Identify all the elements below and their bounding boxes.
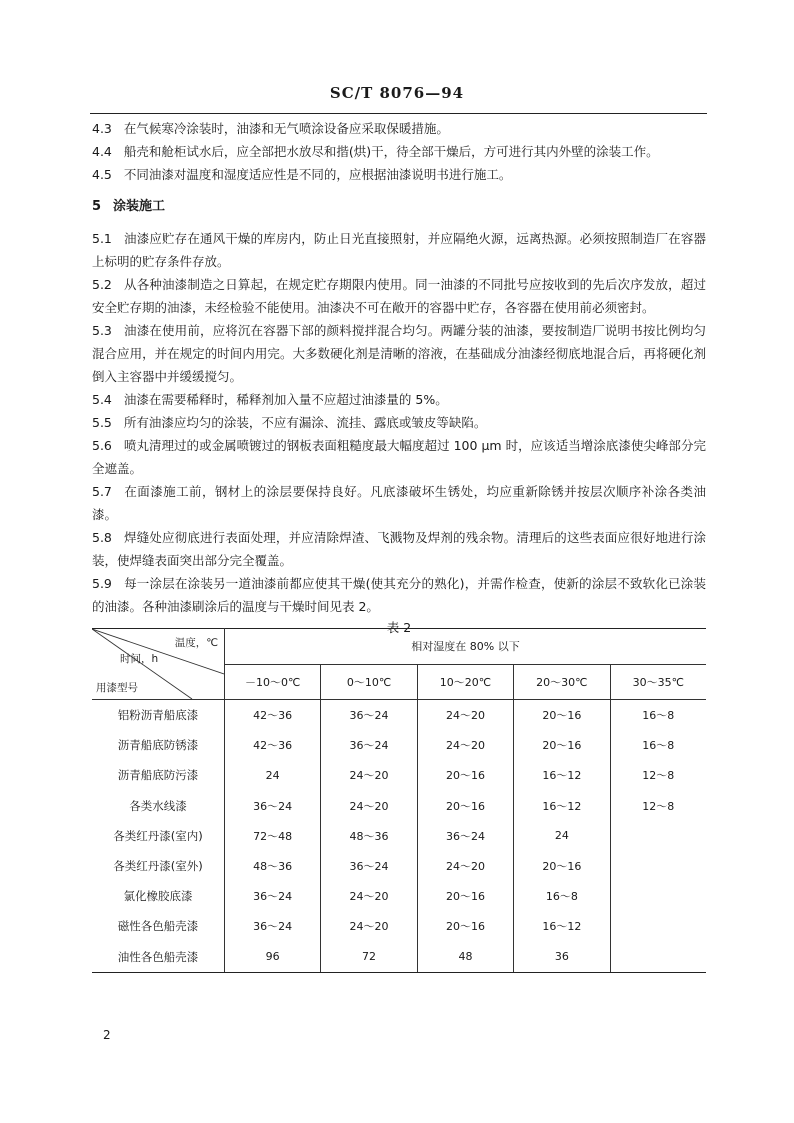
corner-label-time: 时间，h <box>120 653 159 665</box>
table-cell <box>610 821 706 851</box>
table-cell: 16～12 <box>514 760 610 790</box>
clause-text: 每一涂层在涂装另一道油漆前都应使其干燥(使其充分的熟化)，并需作检查，使新的涂层不致软化已涂装的油漆。各种油漆刷涂后的温度与干燥时间见表 2。 <box>92 576 706 614</box>
clause-text: 油漆在使用前，应将沉在容器下部的颜料搅拌混合均匀。两罐分装的油漆，要按制造厂说明书按比例均匀混合应用，并在规定的时间内用完。大多数硬化剂是清晰的溶液，在基础成分油漆经彻底地混合后，再将硬化剂倒入主容器中并缓缓搅匀。 <box>92 323 706 384</box>
clause-5-5 <box>92 411 706 434</box>
clause-number: 4.5 <box>92 167 112 182</box>
column-header: 10～20℃ <box>417 664 513 700</box>
table-cell: 36 <box>514 942 610 973</box>
table-cell: 20～16 <box>417 881 513 911</box>
clause-text: 油漆应贮存在通风干燥的库房内，防止日光直接照射，并应隔绝火源，远离热源。必须按照制造厂在容器上标明的贮存条件存放。 <box>92 231 706 269</box>
table-cell: 24 <box>225 760 321 790</box>
table-cell: 20～16 <box>417 791 513 821</box>
table-row <box>92 791 706 821</box>
column-header: －10～0℃ <box>225 664 321 700</box>
corner-diagonal <box>92 629 224 699</box>
clause-text: 喷丸清理过的或金属喷镀过的钢板表面粗糙度最大幅度超过 100 μm 时，应该适当增涂底漆使尖峰部分完全遮盖。 <box>92 438 706 476</box>
table-row <box>92 821 706 851</box>
table-cell: 36～24 <box>321 700 417 731</box>
clause-text: 在面漆施工前，钢材上的涂层要保持良好。凡底漆破坏生锈处，均应重新除锈并按层次顺序补涂各类油漆。 <box>92 484 706 522</box>
table-cell: 42～36 <box>225 700 321 731</box>
table-cell: 36～24 <box>321 851 417 881</box>
table-cell: 24～20 <box>417 700 513 731</box>
row-paint-name: 铝粉沥青船底漆 <box>92 700 225 731</box>
table-cell <box>610 881 706 911</box>
clause-text: 焊缝处应彻底进行表面处理，并应清除焊渣、飞溅物及焊剂的残余物。清理后的这些表面应很好地进行涂装，使焊缝表面突出部分完全覆盖。 <box>92 530 706 568</box>
clause-4-3 <box>92 117 706 140</box>
table-cell: 12～8 <box>642 799 675 813</box>
page-number: 2 <box>103 1028 111 1042</box>
table-cell: 16～12 <box>514 791 610 821</box>
table-cell: 20～16 <box>417 911 513 941</box>
clause-text: 船壳和舱柜试水后，应全部把水放尽和揩(烘)干，待全部干燥后，方可进行其内外壁的涂装工作。 <box>123 144 659 159</box>
clause-text: 从各种油漆制造之日算起，在规定贮存期限内使用。同一油漆的不同批号应按收到的先后次序发放，超过安全贮存期的油漆，未经检验不能使用。油漆决不可在敞开的容器中贮存，各容器在使用前必须密封。 <box>92 277 706 315</box>
table-row <box>92 700 706 731</box>
table-cell: 24～20 <box>417 730 513 760</box>
clause-number: 5.2 <box>92 277 112 292</box>
clause-text: 不同油漆对温度和湿度适应性是不同的，应根据油漆说明书进行施工。 <box>123 167 512 182</box>
clause-number: 5.4 <box>92 392 112 407</box>
table-row <box>92 851 706 881</box>
clause-5-6 <box>92 434 706 480</box>
table-cell: 16～8 <box>514 881 610 911</box>
table-corner-cell <box>92 629 225 700</box>
corner-label-temperature: 温度，℃ <box>174 637 218 649</box>
table-cell: 20～16 <box>514 700 610 731</box>
row-paint-name: 沥青船底防锈漆 <box>92 730 225 760</box>
clause-5-9 <box>92 572 706 618</box>
table-title: 表 2 <box>386 620 412 635</box>
table-cell: 36～24 <box>417 821 513 851</box>
table-cell: 24～20 <box>321 760 417 790</box>
column-header: 30～35℃ <box>610 664 706 700</box>
clause-text: 在气候寒冷涂装时，油漆和无气喷涂设备应采取保暖措施。 <box>123 121 449 136</box>
section-title: 涂装施工 <box>113 199 166 214</box>
table-row <box>92 911 706 941</box>
clause-text: 油漆在需要稀释时，稀释剂加入量不应超过油漆量的 5%。 <box>123 392 448 407</box>
table-cell: 48～36 <box>321 821 417 851</box>
table-cell: 20～16 <box>514 730 610 760</box>
table-cell <box>610 942 706 973</box>
section-heading <box>92 195 706 218</box>
clause-number: 4.3 <box>92 121 112 136</box>
table-cell <box>610 911 706 941</box>
table-cell: 16～12 <box>514 911 610 941</box>
table-row <box>92 730 706 760</box>
row-paint-name: 磁性各色船壳漆 <box>92 911 225 941</box>
table-row <box>92 942 706 973</box>
column-header: 20～30℃ <box>514 664 610 700</box>
table-cell: 24 <box>514 821 610 851</box>
row-paint-name: 各类红丹漆(室外) <box>92 851 225 881</box>
row-paint-name: 各类红丹漆(室内) <box>92 821 225 851</box>
table-cell: 16～8 <box>642 709 675 723</box>
table-cell: 36～24 <box>225 881 321 911</box>
row-paint-name: 沥青船底防污漆 <box>92 760 225 790</box>
table-cell: 24～20 <box>321 791 417 821</box>
table-cell: 48 <box>417 942 513 973</box>
span-header-humidity: 相对湿度在 80% 以下 <box>225 629 707 665</box>
table-cell: 72 <box>321 942 417 973</box>
clause-number: 5.9 <box>92 576 112 591</box>
table-cell: 48～36 <box>225 851 321 881</box>
clause-4-5 <box>92 163 706 186</box>
clause-5-2 <box>92 273 706 319</box>
corner-label-paint-type: 用漆型号 <box>96 682 138 694</box>
table-cell: 36～24 <box>225 911 321 941</box>
section-number: 5 <box>92 199 102 214</box>
table-row <box>92 760 706 790</box>
table-cell: 36～24 <box>225 791 321 821</box>
table-cell: 24～20 <box>321 881 417 911</box>
table-cell: 36～24 <box>321 730 417 760</box>
row-paint-name: 油性各色船壳漆 <box>92 942 225 973</box>
table-cell <box>610 851 706 881</box>
table-cell: 42～36 <box>225 730 321 760</box>
table-cell: 20～16 <box>514 851 610 881</box>
table-cell: 96 <box>225 942 321 973</box>
table-cell: 24～20 <box>321 911 417 941</box>
clause-number: 5.7 <box>92 484 112 499</box>
table-cell: 24～20 <box>417 851 513 881</box>
clause-text: 所有油漆应均匀的涂装，不应有漏涂、流挂、露底或皱皮等缺陷。 <box>123 415 487 430</box>
clause-5-1 <box>92 227 706 273</box>
clause-number: 5.5 <box>92 415 112 430</box>
drying-time-table <box>92 628 706 973</box>
clause-4-4 <box>92 140 706 163</box>
table-cell: 16～8 <box>642 739 675 753</box>
table-cell: 12～8 <box>642 769 675 783</box>
clause-5-7 <box>92 480 706 526</box>
document-code-header: SC/T 8076—94 <box>329 84 465 102</box>
header-rule <box>90 113 707 114</box>
table-cell: 20～16 <box>417 760 513 790</box>
body-content <box>92 117 706 638</box>
clause-number: 5.3 <box>92 323 112 338</box>
clause-number: 5.1 <box>92 231 112 246</box>
clause-number: 5.8 <box>92 530 112 545</box>
row-paint-name: 氯化橡胶底漆 <box>92 881 225 911</box>
clause-number: 4.4 <box>92 144 112 159</box>
table-cell: 72～48 <box>225 821 321 851</box>
row-paint-name: 各类水线漆 <box>92 791 225 821</box>
column-header: 0～10℃ <box>321 664 417 700</box>
table-row <box>92 881 706 911</box>
clause-5-4 <box>92 388 706 411</box>
clause-5-3 <box>92 319 706 388</box>
clause-number: 5.6 <box>92 438 112 453</box>
clause-5-8 <box>92 526 706 572</box>
